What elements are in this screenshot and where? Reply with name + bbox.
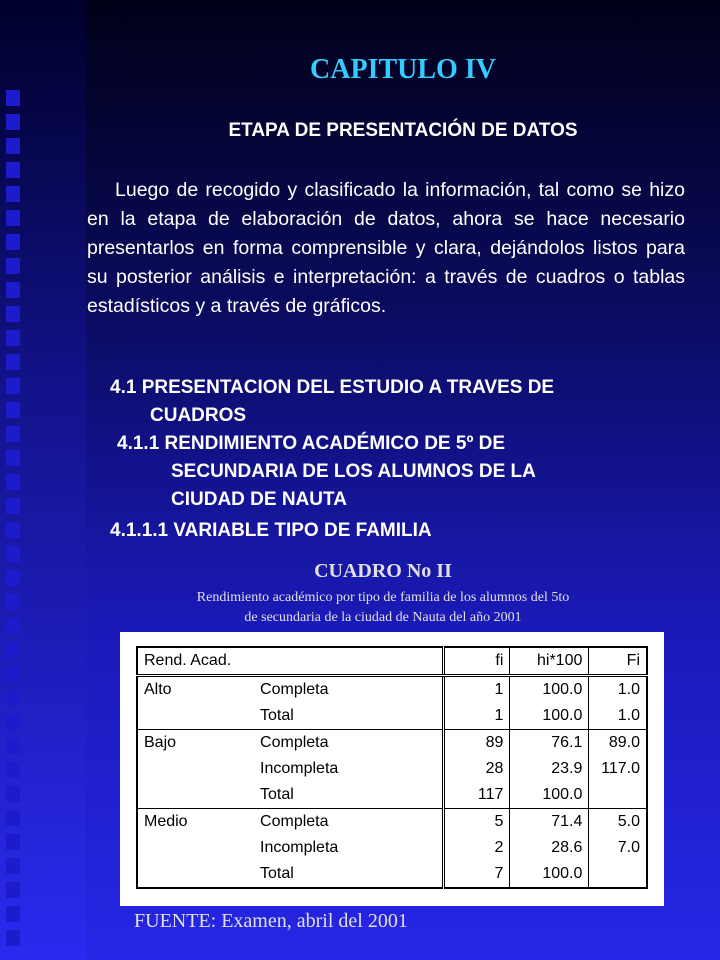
row-hi: 100.0 xyxy=(510,861,589,888)
decorative-square xyxy=(6,882,20,898)
section-heading-line: CUADROS xyxy=(150,405,247,426)
decorative-square xyxy=(6,330,20,346)
decorative-square xyxy=(6,234,20,250)
decorative-square xyxy=(6,618,20,634)
decorative-square xyxy=(6,810,20,826)
row-group xyxy=(137,756,254,782)
row-type: Completa xyxy=(260,813,329,830)
table-row xyxy=(137,782,647,809)
decorative-square xyxy=(6,354,20,370)
decorative-square xyxy=(6,378,20,394)
row-fi: 89 xyxy=(444,730,510,757)
decorative-square xyxy=(6,450,20,466)
data-table xyxy=(136,646,648,889)
decorative-square xyxy=(6,258,20,274)
decorative-square xyxy=(6,474,20,490)
row-fi: 1 xyxy=(444,703,510,730)
decorative-square xyxy=(6,594,20,610)
decorative-square xyxy=(6,738,20,754)
table-source-note: FUENTE: Examen, abril del 2001 xyxy=(134,910,408,932)
section-heading-line: SECUNDARIA DE LOS ALUMNOS DE LA xyxy=(171,461,536,482)
row-Fi: 1.0 xyxy=(589,676,647,704)
section-heading-line: 4.1 PRESENTACION DEL ESTUDIO A TRAVES DE xyxy=(110,377,555,398)
table-caption-line: Rendimiento académico por tipo de familia de los alumnos del 5to xyxy=(196,590,570,605)
intro-paragraph: Luego de recogido y clasificado la información, tal como se hizo en la etapa de elaboración de datos, ahora se hace necesario presentarlos en forma comprensible y clara, dejándolos listos para su posterior análisis e interpretación: a través de cuadros o tablas estadísticos y a través de gráficos. xyxy=(87,179,685,317)
row-type: Total xyxy=(254,703,444,730)
decorative-square xyxy=(6,858,20,874)
decorative-square xyxy=(6,786,20,802)
row-Fi: 7.0 xyxy=(589,835,647,861)
decorative-square xyxy=(6,522,20,538)
decorative-square xyxy=(6,690,20,706)
table-caption-description xyxy=(86,588,680,628)
row-Fi: 5.0 xyxy=(589,809,647,836)
row-fi: 5 xyxy=(444,809,510,836)
decorative-square xyxy=(6,162,20,178)
decorative-square xyxy=(6,546,20,562)
decorative-square xyxy=(6,930,20,946)
row-group xyxy=(137,703,254,730)
row-fi: 117 xyxy=(444,782,510,809)
section-heading-line: 4.1.1 RENDIMIENTO ACADÉMICO DE 5º DE xyxy=(117,433,506,454)
row-type: Incompleta xyxy=(260,839,339,856)
decorative-square xyxy=(6,570,20,586)
row-hi: 100.0 xyxy=(510,703,589,730)
row-hi: 71.4 xyxy=(510,809,589,836)
table-row xyxy=(137,703,647,730)
row-group xyxy=(137,782,254,809)
row-Fi xyxy=(589,782,647,809)
row-Fi: 1.0 xyxy=(589,703,647,730)
row-Fi: 117.0 xyxy=(589,756,647,782)
decorative-square xyxy=(6,762,20,778)
row-group: Alto xyxy=(144,681,172,698)
decorative-square xyxy=(6,90,20,106)
section-heading-line: CIUDAD DE NAUTA xyxy=(171,489,347,510)
row-type: Total xyxy=(260,865,294,882)
decorative-square xyxy=(6,306,20,322)
decorative-square xyxy=(6,114,20,130)
row-fi: 28 xyxy=(444,756,510,782)
row-group xyxy=(137,861,254,888)
decorative-square xyxy=(6,642,20,658)
table-row xyxy=(137,861,647,888)
row-fi: 2 xyxy=(444,835,510,861)
header-Fi: Fi xyxy=(589,647,647,676)
row-Fi xyxy=(589,861,647,888)
table-caption-title: CUADRO No II xyxy=(314,560,452,582)
decorative-square xyxy=(6,210,20,226)
row-group xyxy=(137,835,254,861)
row-hi: 23.9 xyxy=(510,756,589,782)
header-fi: fi xyxy=(444,647,510,676)
table-row xyxy=(137,809,647,836)
table-row xyxy=(137,835,647,861)
decorative-square xyxy=(6,666,20,682)
decorative-square xyxy=(6,186,20,202)
row-hi: 100.0 xyxy=(510,676,589,704)
left-decorative-band xyxy=(0,0,86,960)
table-row xyxy=(137,730,647,757)
data-table-panel xyxy=(120,632,664,906)
chapter-subtitle: ETAPA DE PRESENTACIÓN DE DATOS xyxy=(228,120,578,141)
row-fi: 7 xyxy=(444,861,510,888)
decorative-square xyxy=(6,426,20,442)
row-type: Completa xyxy=(260,681,329,698)
table-row xyxy=(137,756,647,782)
section-heading-4-1-1-1: 4.1.1.1 VARIABLE TIPO DE FAMILIA xyxy=(110,520,432,541)
row-type: Total xyxy=(254,782,444,809)
row-hi: 28.6 xyxy=(510,835,589,861)
decorative-square xyxy=(6,282,20,298)
decorative-square xyxy=(6,906,20,922)
decorative-square xyxy=(6,834,20,850)
section-heading-4-1 xyxy=(110,374,554,430)
row-group: Medio xyxy=(144,813,188,830)
section-heading-4-1-1 xyxy=(117,430,536,514)
table-row xyxy=(137,676,647,704)
decorative-square xyxy=(6,402,20,418)
decorative-square xyxy=(6,138,20,154)
decorative-square xyxy=(6,714,20,730)
row-type: Incompleta xyxy=(260,760,339,777)
decorative-squares xyxy=(6,0,20,960)
decorative-square xyxy=(6,498,20,514)
table-caption-line: de secundaria de la ciudad de Nauta del año 2001 xyxy=(244,610,522,625)
row-type: Completa xyxy=(260,734,329,751)
header-hi: hi*100 xyxy=(510,647,589,676)
row-Fi: 89.0 xyxy=(589,730,647,757)
table-header-row xyxy=(137,647,647,676)
row-group: Bajo xyxy=(144,734,177,751)
chapter-title: CAPITULO IV xyxy=(310,54,496,85)
header-rend-acad: Rend. Acad. xyxy=(137,647,444,676)
row-hi: 76.1 xyxy=(510,730,589,757)
row-hi: 100.0 xyxy=(510,782,589,809)
row-fi: 1 xyxy=(444,676,510,704)
